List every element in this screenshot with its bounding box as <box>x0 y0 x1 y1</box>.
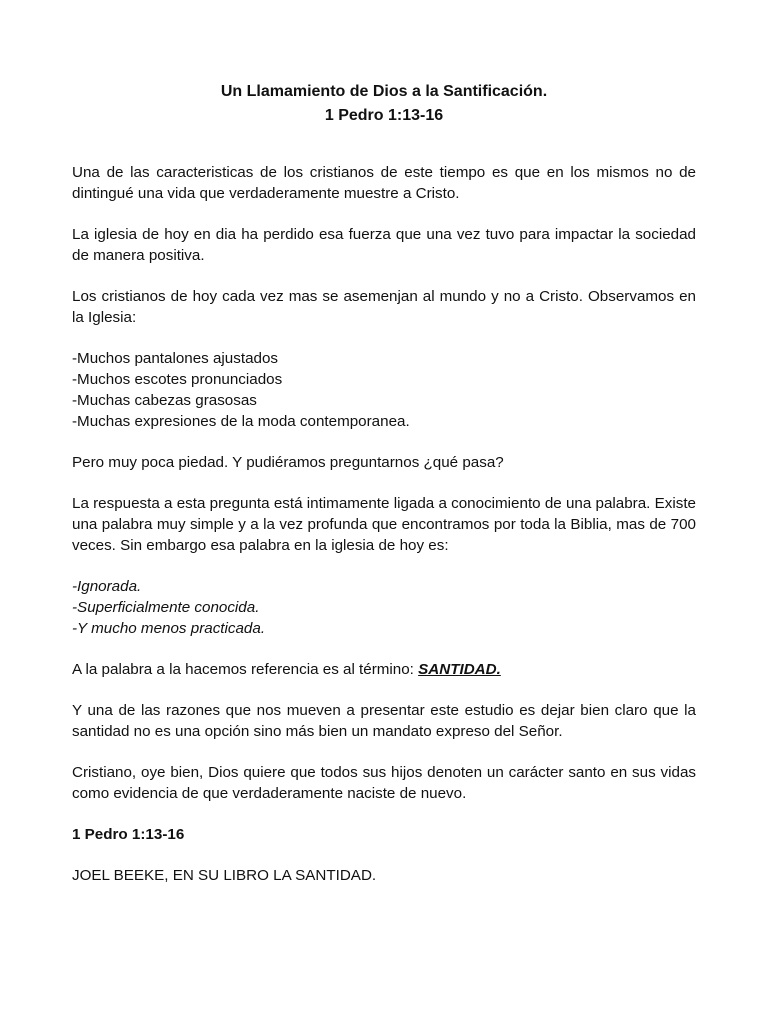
paragraph-1: Una de las caracteristicas de los cristianos de este tiempo es que en los mismos no de dintingué una vida que verdaderamente muestre a Cristo. <box>72 164 696 202</box>
observations-list <box>72 348 696 432</box>
paragraph-3: Los cristianos de hoy cada vez mas se asemenjan al mundo y no a Cristo. Observamos en la Iglesia: <box>72 288 696 326</box>
list-item: -Muchos escotes pronunciados <box>72 371 283 388</box>
scripture-reference: 1 Pedro 1:13-16 <box>72 826 185 843</box>
document-subtitle: 1 Pedro 1:13-16 <box>324 107 444 124</box>
list-item: -Ignorada. <box>72 578 142 595</box>
santidad-term: SANTIDAD. <box>418 661 501 678</box>
word-status-list <box>72 576 696 639</box>
paragraph-7: Y una de las razones que nos mueven a presentar este estudio es dejar bien claro que la santidad no es una opción sino más bien un mandato expreso del Señor. <box>72 702 696 740</box>
paragraph-8: Cristiano, oye bien, Dios quiere que todos sus hijos denoten un carácter santo en sus vidas como evidencia de que verdaderamente naciste de nuevo. <box>72 764 696 802</box>
paragraph-6-text: A la palabra a la hacemos referencia es al término: <box>72 661 419 678</box>
list-item: -Superficialmente conocida. <box>72 599 260 616</box>
list-item: -Y mucho menos practicada. <box>72 620 266 637</box>
list-item: -Muchas cabezas grasosas <box>72 392 257 409</box>
paragraph-2: La iglesia de hoy en dia ha perdido esa fuerza que una vez tuvo para impactar la sociedad de manera positiva. <box>72 226 696 264</box>
paragraph-6 <box>72 659 696 680</box>
closing-line: JOEL BEEKE, EN SU LIBRO LA SANTIDAD. <box>72 867 377 884</box>
paragraph-5: La respuesta a esta pregunta está intimamente ligada a conocimiento de una palabra. Existe una palabra muy simple y a la vez profunda que encontramos por toda la Biblia, mas de 700 veces. Sin embargo esa palabra en la iglesia de hoy es: <box>72 495 696 554</box>
document-title: Un Llamamiento de Dios a la Santificación. <box>220 83 548 100</box>
list-item: -Muchos pantalones ajustados <box>72 350 279 367</box>
paragraph-4: Pero muy poca piedad. Y pudiéramos preguntarnos ¿qué pasa? <box>72 454 504 471</box>
document-page <box>72 80 696 906</box>
list-item: -Muchas expresiones de la moda contemporanea. <box>72 413 410 430</box>
title-block <box>72 80 696 128</box>
